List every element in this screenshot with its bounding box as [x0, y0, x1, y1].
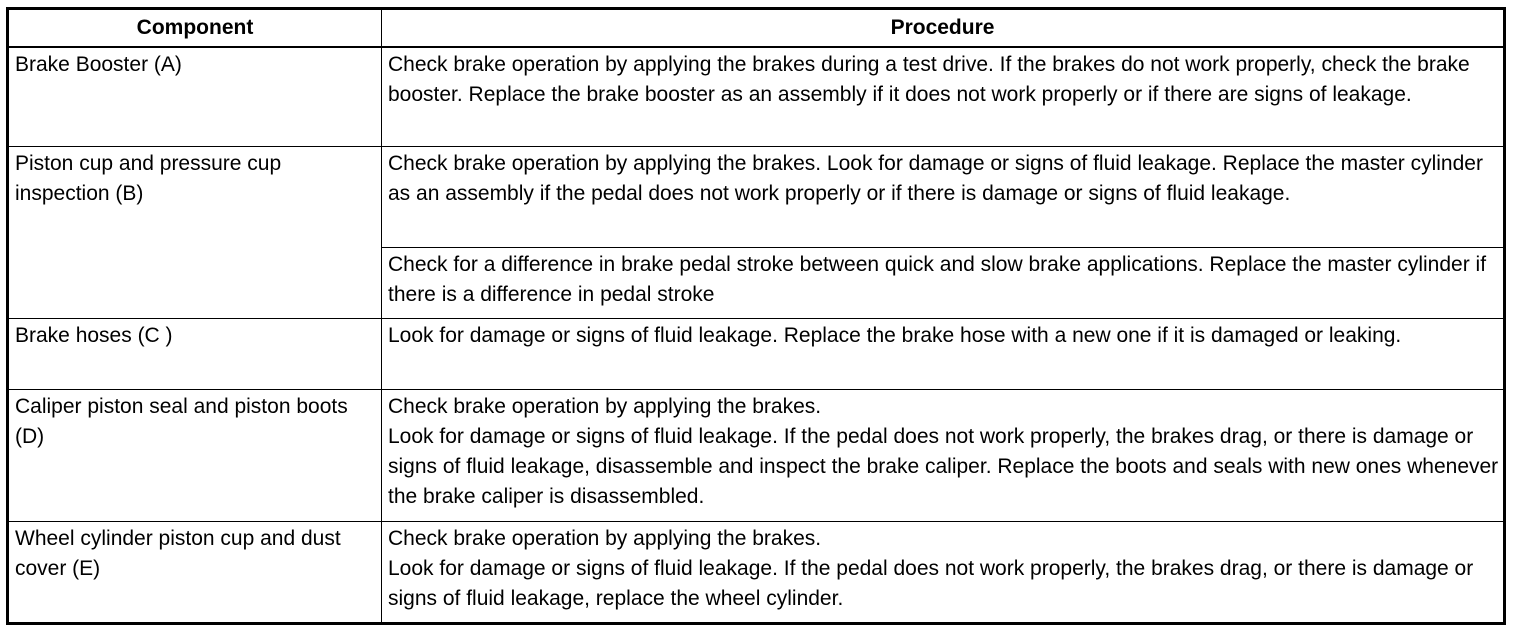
procedure-text: Check for a difference in brake pedal stroke between quick and slow brake applications. Replace the master cylinder if there is a difference in pedal stroke — [388, 252, 1487, 306]
table-row — [8, 146, 1505, 247]
table-row — [8, 318, 1505, 389]
procedure-text: Look for damage or signs of fluid leakage. If the pedal does not work properly, the brakes drag, or there is damage or signs of fluid leakage, replace the wheel cylinder. — [388, 556, 1474, 610]
procedure-cell — [382, 521, 1505, 623]
procedure-text: Check brake operation by applying the brakes. Look for damage or signs of fluid leakage. Replace the master cylinder as an assembly if the pedal does not work properly or if there is damage or signs of fluid leakage. — [388, 151, 1483, 205]
procedure-text: Check brake operation by applying the brakes. — [388, 394, 822, 418]
procedure-cell — [382, 146, 1505, 247]
procedure-table-container — [6, 7, 1506, 625]
procedure-cell — [382, 247, 1505, 318]
procedure-text: Look for damage or signs of fluid leakage. If the pedal does not work properly, the brakes drag, or there is damage or signs of fluid leakage, disassemble and inspect the brake caliper. Replace the boots and seals with new ones whenever the brake caliper is disassembled. — [388, 424, 1499, 508]
component-cell: Wheel cylinder piston cup and dust cover (E) — [8, 521, 382, 623]
component-cell: Caliper piston seal and piston boots (D) — [8, 389, 382, 521]
component-cell: Brake hoses (C ) — [8, 318, 382, 389]
table-header-row — [8, 9, 1505, 48]
procedure-cell — [382, 389, 1505, 521]
table-row — [8, 47, 1505, 146]
procedure-text: Check brake operation by applying the brakes during a test drive. If the brakes do not work properly, check the brake booster. Replace the brake booster as an assembly if it does not work properly or if there are signs of leakage. — [388, 53, 1470, 106]
procedure-text: Check brake operation by applying the brakes. — [388, 526, 822, 550]
table-row — [8, 521, 1505, 623]
header-procedure: Procedure — [382, 9, 1505, 48]
component-cell: Piston cup and pressure cup inspection (B) — [8, 146, 382, 318]
header-component: Component — [8, 9, 382, 48]
procedure-cell — [382, 318, 1505, 389]
brake-inspection-table — [6, 7, 1506, 625]
component-cell: Brake Booster (A) — [8, 47, 382, 146]
procedure-cell — [382, 47, 1505, 146]
procedure-text: Look for damage or signs of fluid leakage. Replace the brake hose with a new one if it is damaged or leaking. — [388, 323, 1402, 347]
table-row — [8, 389, 1505, 521]
